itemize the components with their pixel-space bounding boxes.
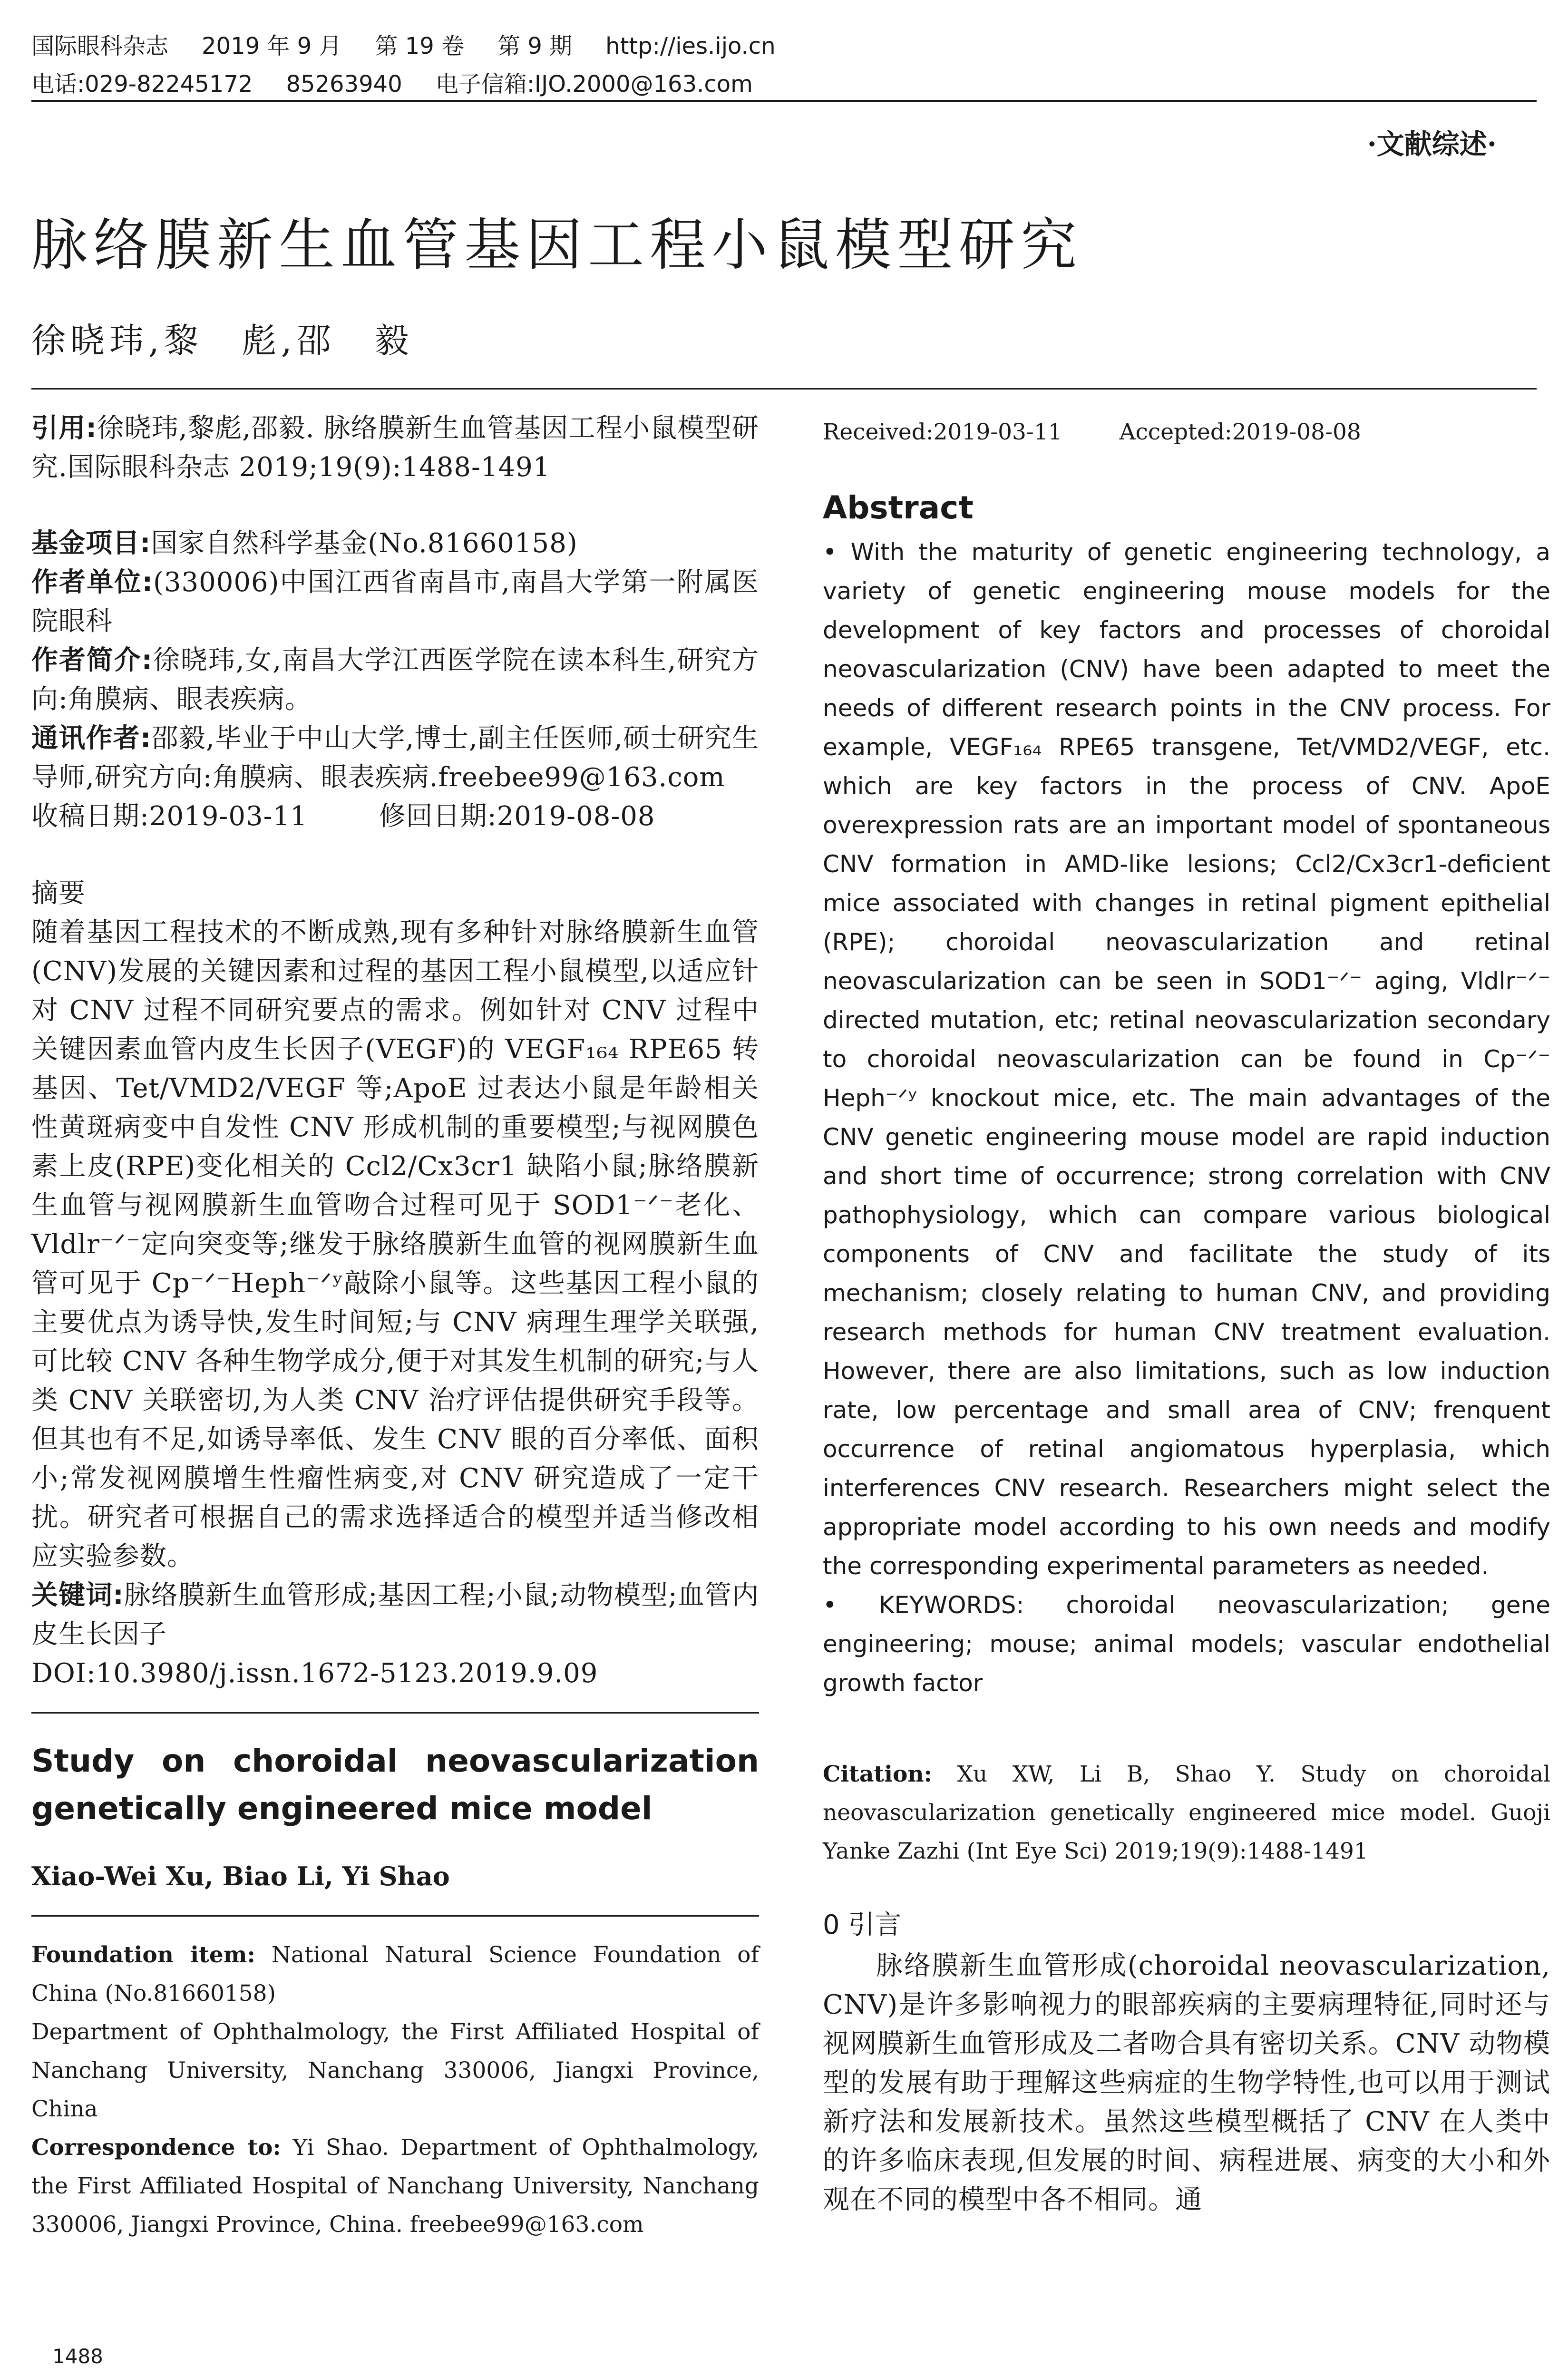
divider [31,1915,759,1917]
right-column [823,413,1550,2220]
author-bio: 作者简介:徐晓玮,女,南昌大学江西医学院在读本科生,研究方向:角膜病、眼表疾病。 [31,645,759,715]
doi: DOI:10.3980/j.issn.1672-5123.2019.9.09 [31,1658,598,1689]
paper-title: 脉络膜新生血管基因工程小鼠模型研究 [31,212,1083,278]
fax: 85263940 [286,71,402,97]
department: Department of Ophthalmology, the First Affiliated Hospital of Nanchang University, Nanchang 330006, Jiangxi Province, China [31,2019,759,2122]
abstract-cn-head: 摘要 [31,878,86,909]
title-rule [31,388,1537,390]
issue-date: 2019 年 9 月 [202,33,342,59]
intro-heading: 0 引言 [823,1909,902,1940]
header-rule [31,100,1537,102]
abstract-title: Abstract [823,489,974,526]
corresponding-author: 通讯作者:邵毅,毕业于中山大学,博士,副主任医师,硕士研究生导师,研究方向:角膜病、眼表疾病.freebee99@163.com [31,723,759,793]
keywords-cn: 关键词:脉络膜新生血管形成;基因工程;小鼠;动物模型;血管内皮生长因子 [31,1580,759,1650]
dates-cn: 收稿日期:2019-03-11 修回日期:2019-08-08 [31,801,655,832]
citation-cn: 引用:徐晓玮,黎彪,邵毅. 脉络膜新生血管基因工程小鼠模型研究.国际眼科杂志 2019;19(9):1488-1491 [31,413,759,483]
journal-header-line2 [31,66,786,98]
english-title: Study on choroidal neovascularization genetically engineered mice model [31,1743,759,1827]
divider [31,1712,759,1714]
fund-item: 基金项目:国家自然科学基金(No.81660158) [31,528,578,559]
english-authors: Xiao-Wei Xu, Biao Li, Yi Shao [31,1861,450,1891]
abstract-en: • With the maturity of genetic engineering technology, a variety of genetic engineering mouse models for the development of key factors and processes of choroidal neovascularization (CNV) have been adapted to meet the needs of different research points in the CNV process. For example, VEGF₁₆₄ RPE65 transgene, Tet/VMD2/VEGF, etc. which are key factors in the process of CNV. ApoE overexpression rats are an important model of spontaneous CNV formation in AMD-like lesions; Ccl2/Cx3cr1-deficient mice associated with changes in retinal pigment epithelial (RPE); choroidal neovascularization and retinal neovascularization can be seen in SOD1⁻ᐟ⁻ aging, Vldlr⁻ᐟ⁻ directed mutation, etc; retinal neovascularization secondary to choroidal neovascularization can be found in Cp⁻ᐟ⁻ Heph⁻ᐟʸ knockout mice, etc. The main advantages of the CNV genetic engineering mouse model are rapid induction and short time of occurrence; strong correlation with CNV pathophysiology, which can compare various biological components of CNV and facilitate the study of its mechanism; closely relating to human CNV, and providing research methods for human CNV treatment evaluation. However, there are also limitations, such as low induction rate, low percentage and small area of CNV; frenquent occurrence of retinal angiomatous hyperplasia, which interferences CNV research. Researchers might select the appropriate model according to his own needs and modify the corresponding experimental parameters as needed. [823,538,1550,1580]
section-tag: ·文献综述· [1367,128,1497,160]
intro-text: 脉络膜新生血管形成(choroidal neovascularization, CNV)是许多影响视力的眼部疾病的主要病理特征,同时还与视网膜新生血管形成及二者吻合具有密切关系。CNV 动物模型的发展有助于理解这些病症的生物学特性,也可以用于测试新疗法和发展新技术。虽然这些模型概括了 CNV 在人类中的许多临床表现,但发展的时间、病程进展、病变的大小和外观在不同的模型中各不相同。通 [823,1950,1551,2215]
foundation-item: Foundation item: National Natural Science Foundation of China (No.81660158) [31,1942,759,2007]
journal-url[interactable]: http://ies.ijo.cn [605,33,776,59]
citation-en: Citation: Xu XW, Li B, Shao Y. Study on choroidal neovascularization genetically engineered mice model. Guoji Yanke Zazhi (Int Eye Sci) 2019;19(9):1488-1491 [823,1761,1550,1864]
issue: 第 9 期 [497,33,573,59]
volume: 第 19 卷 [375,33,465,59]
left-column [31,409,759,2244]
journal-email: 电子信箱:IJO.2000@163.com [435,71,753,97]
page-number: 1488 [52,2345,103,2368]
paper-authors: 徐晓玮,黎 彪,邵 毅 [31,321,414,360]
journal-name: 国际眼科杂志 [31,33,169,59]
keywords-en: • KEYWORDS: choroidal neovascularization; gene engineering; mouse; animal models; vascular endothelial growth factor [823,1591,1550,1697]
journal-header-line1 [31,28,809,60]
abstract-cn: 随着基因工程技术的不断成熟,现有多种针对脉络膜新生血管(CNV)发展的关键因素和过程的基因工程小鼠模型,以适应针对 CNV 过程不同研究要点的需求。例如针对 CNV 过程中关键因素血管内皮生长因子(VEGF)的 VEGF₁₆₄ RPE65 转基因、Tet/VMD2/VEGF 等;ApoE 过表达小鼠是年龄相关性黄斑病变中自发性 CNV 形成机制的重要模型;与视网膜色素上皮(RPE)变化相关的 Ccl2/Cx3cr1 缺陷小鼠;脉络膜新生血管与视网膜新生血管吻合过程可见于 SOD1⁻ᐟ⁻老化、Vldlr⁻ᐟ⁻定向突变等;继发于脉络膜新生血管的视网膜新生血管可见于 Cp⁻ᐟ⁻Heph⁻ᐟʸ敲除小鼠等。这些基因工程小鼠的主要优点为诱导快,发生时间短;与 CNV 病理生理学关联强,可比较 CNV 各种生物学成分,便于对其发生机制的研究;与人类 CNV 关联密切,为人类 CNV 治疗评估提供研究手段等。但其也有不足,如诱导率低、发生 CNV 眼的百分率低、面积小;常发视网膜增生性瘤性病变,对 CNV 研究造成了一定干扰。研究者可根据自己的需求选择适合的模型并适当修改相应实验参数。 [31,917,759,1572]
author-unit: 作者单位:(330006)中国江西省南昌市,南昌大学第一附属医院眼科 [31,567,759,637]
correspondence: Correspondence to: Yi Shao. Department of Ophthalmology, the First Affiliated Hospital of Nanchang University, Nanchang 330006, Jiangxi Province, China. freebee99@163.com [31,2134,759,2238]
phone: 电话:029-82245172 [31,71,253,97]
dates-en: Received:2019-03-11 Accepted:2019-08-08 [823,419,1361,445]
